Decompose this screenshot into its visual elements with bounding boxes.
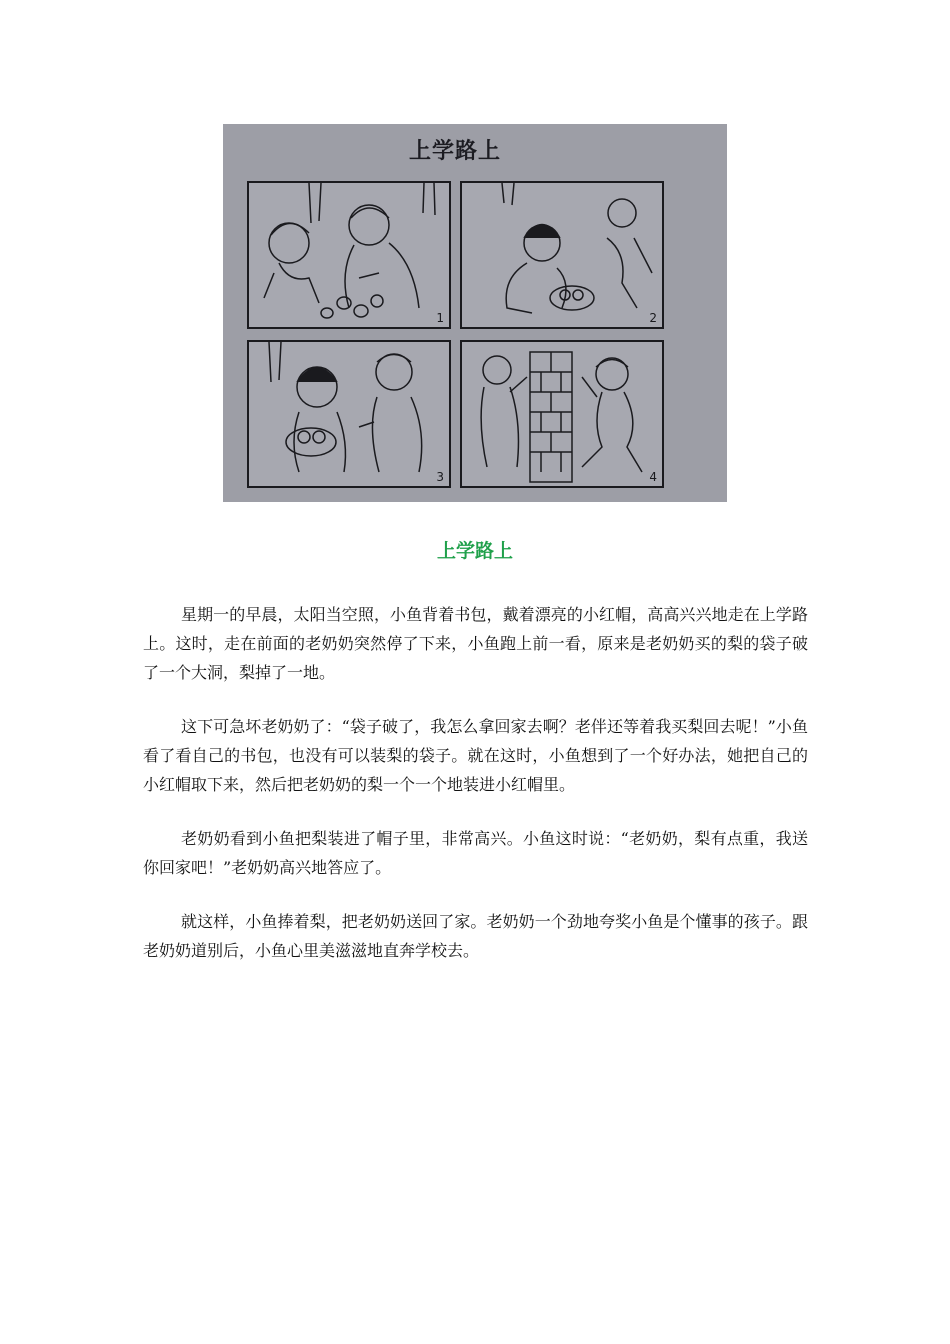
comic-panel-3 [247, 340, 451, 488]
comic-panel-2 [460, 181, 664, 329]
story-paragraph-1: 星期一的早晨，太阳当空照，小鱼背着书包，戴着漂亮的小红帽，高高兴兴地走在上学路上。这时，走在前面的老奶奶突然停了下来，小鱼跑上前一看，原来是老奶奶买的梨的袋子破了一个大洞，梨掉了一地。 [143, 605, 808, 682]
story-paragraph-3: 老奶奶看到小鱼把梨装进了帽子里，非常高兴。小鱼这时说：“老奶奶，梨有点重，我送你回家吧！”老奶奶高兴地答应了。 [143, 829, 808, 877]
story-title: 上学路上 [436, 540, 513, 562]
story-paragraph-2: 这下可急坏老奶奶了：“袋子破了，我怎么拿回家去啊？老伴还等着我买梨回去呢！”小鱼看了看自己的书包，也没有可以装梨的袋子。就在这时，小鱼想到了一个好办法，她把自己的小红帽取下来，然后把老奶奶的梨一个一个地装进小红帽里。 [143, 717, 808, 794]
panel-4-number: 4 [649, 470, 657, 484]
comic-illustration-photo [223, 124, 727, 502]
panel-3-drawing [249, 342, 449, 486]
panel-1-drawing [249, 183, 449, 327]
illustration-title: 上学路上 [408, 139, 501, 164]
panel-3-number: 3 [436, 470, 444, 484]
comic-panel-4 [460, 340, 664, 488]
panel-2-number: 2 [649, 311, 657, 325]
panel-2-drawing [462, 183, 662, 327]
comic-panel-1 [247, 181, 451, 329]
story-paragraph-4: 就这样，小鱼捧着梨，把老奶奶送回了家。老奶奶一个劲地夸奖小鱼是个懂事的孩子。跟老奶奶道别后，小鱼心里美滋滋地直奔学校去。 [143, 912, 808, 960]
panel-4-drawing [462, 342, 662, 486]
panel-1-number: 1 [436, 311, 444, 325]
story-body [143, 600, 808, 990]
